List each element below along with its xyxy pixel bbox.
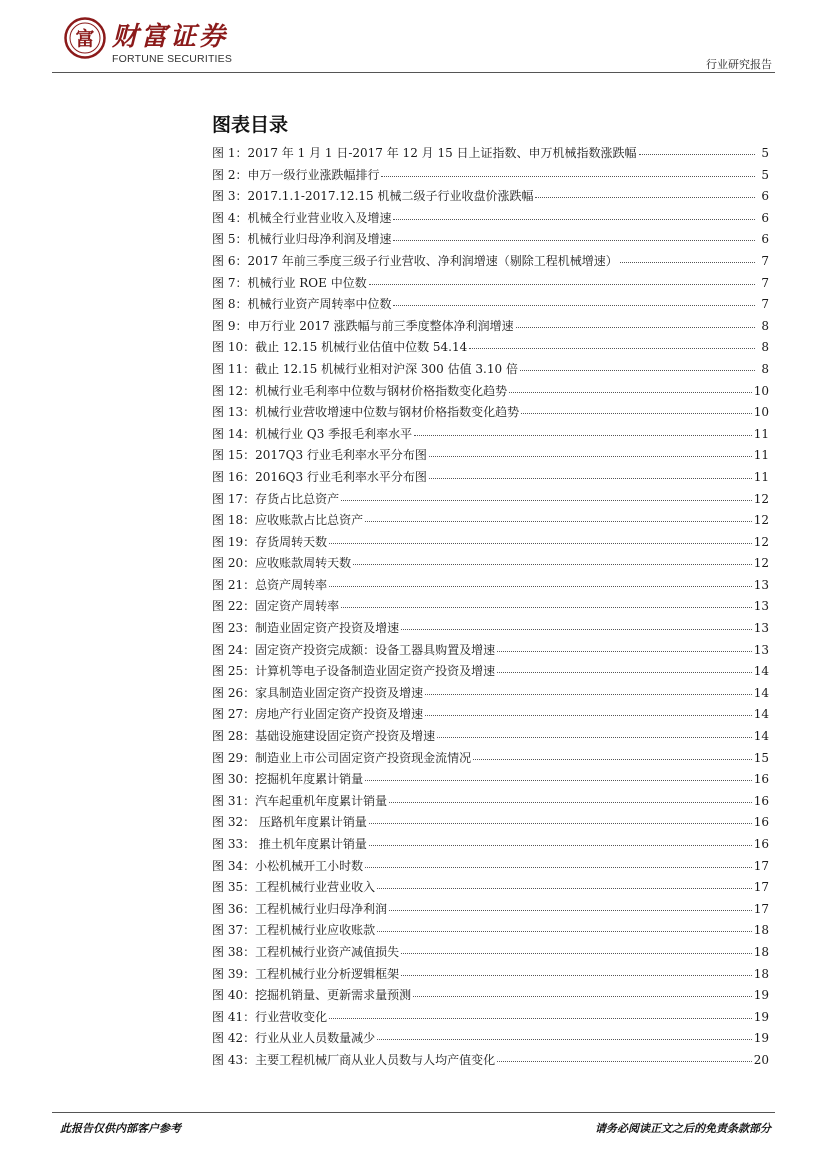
toc-entry[interactable] [212, 229, 769, 251]
toc-entry[interactable] [212, 359, 769, 381]
toc-dot-leader [401, 944, 752, 954]
toc-entry-page: 16 [753, 793, 769, 808]
toc-entry[interactable] [212, 489, 769, 511]
toc-dot-leader [393, 231, 755, 241]
toc-entry[interactable] [212, 553, 769, 575]
toc-entry-label: 图 33： 推土机年度累计销量 [212, 837, 367, 851]
toc-dot-leader [413, 987, 752, 997]
toc-dot-leader [620, 253, 755, 263]
toc-entry-label: 图 1：2017 年 1 月 1 日-2017 年 12 月 15 日上证指数、申万机械指数涨跌幅 [212, 146, 637, 160]
toc-entry[interactable] [212, 985, 769, 1007]
toc-entry[interactable] [212, 942, 769, 964]
toc-dot-leader [497, 663, 752, 673]
footer-disclaimer-left: 此报告仅供内部客户参考 [60, 1122, 181, 1135]
toc-entry-page: 6 [761, 189, 769, 204]
toc-dot-leader [425, 685, 752, 695]
toc-entry-page: 17 [753, 880, 769, 895]
toc-entry-page: 16 [753, 837, 769, 851]
table-of-figures [212, 143, 769, 1072]
toc-entry-label: 图 3：2017.1.1-2017.12.15 机械二级子行业收盘价涨跌幅 [212, 189, 534, 204]
toc-entry-page: 12 [753, 556, 769, 571]
toc-entry-page: 18 [753, 944, 769, 959]
toc-dot-leader [389, 901, 752, 911]
toc-dot-leader [369, 814, 752, 824]
toc-entry[interactable] [212, 704, 769, 726]
toc-entry-label: 图 29：制造业上市公司固定资产投资现金流情况 [212, 750, 472, 765]
toc-entry-page: 5 [761, 167, 769, 182]
header-divider [52, 72, 775, 73]
toc-entry-page: 5 [761, 146, 769, 160]
toc-entry-label: 图 41：行业营收变化 [212, 1009, 328, 1024]
toc-entry-page: 17 [753, 901, 769, 916]
toc-entry-label: 图 37：工程机械行业应收账款 [212, 923, 376, 938]
toc-entry-page: 8 [761, 340, 769, 355]
brand-name-en: FORTUNE SECURITIES [112, 53, 233, 65]
toc-dot-leader [425, 706, 752, 716]
toc-entry[interactable] [212, 683, 769, 705]
toc-entry[interactable] [212, 445, 769, 467]
toc-dot-leader [509, 383, 752, 393]
toc-entry-label: 图 2：申万一级行业涨跌幅排行 [212, 167, 380, 182]
toc-entry[interactable] [212, 640, 769, 662]
toc-entry-page: 14 [753, 729, 769, 744]
brand-name-cn: 财富证券 [112, 22, 229, 52]
toc-entry-label: 图 28：基础设施建设固定资产投资及增速 [212, 729, 436, 744]
toc-dot-leader [377, 1030, 752, 1040]
toc-entry[interactable] [212, 424, 769, 446]
toc-entry-page: 14 [753, 707, 769, 722]
toc-entry-label: 图 39：工程机械行业分析逻辑框架 [212, 966, 400, 981]
toc-entry-label: 图 19：存货周转天数 [212, 534, 328, 549]
footer-disclaimer-right: 请务必阅读正文之后的免责条款部分 [595, 1122, 771, 1135]
toc-entry[interactable] [212, 834, 769, 856]
toc-entry[interactable] [212, 791, 769, 813]
toc-dot-leader [341, 491, 752, 501]
toc-entry-page: 11 [753, 426, 769, 441]
toc-dot-leader [329, 1009, 752, 1019]
toc-entry-label: 图 15：2017Q3 行业毛利率水平分布图 [212, 448, 427, 463]
toc-entry[interactable] [212, 251, 769, 273]
page-footer [0, 1112, 827, 1152]
toc-entry-page: 13 [753, 599, 769, 614]
page-title: 图表目录 [212, 114, 289, 136]
toc-dot-leader [365, 512, 752, 522]
toc-entry-label: 图 21：总资产周转率 [212, 577, 328, 592]
toc-entry-page: 18 [753, 923, 769, 938]
toc-dot-leader [469, 339, 755, 349]
toc-entry-page: 7 [761, 275, 769, 290]
toc-dot-leader [365, 858, 752, 868]
toc-dot-leader [365, 771, 752, 781]
toc-entry-page: 12 [753, 491, 769, 506]
toc-entry[interactable] [212, 877, 769, 899]
toc-entry[interactable] [212, 294, 769, 316]
toc-entry[interactable] [212, 316, 769, 338]
toc-entry-label: 图 9：申万行业 2017 涨跌幅与前三季度整体净利润增速 [212, 318, 514, 333]
toc-entry-label: 图 10：截止 12.15 机械行业估值中位数 54.14 [212, 340, 468, 355]
toc-dot-leader [429, 447, 752, 457]
toc-dot-leader [516, 318, 755, 328]
toc-entry-page: 14 [753, 685, 769, 700]
toc-entry-page: 7 [761, 297, 769, 312]
toc-entry-label: 图 30：挖掘机年度累计销量 [212, 772, 364, 787]
footer-divider [52, 1112, 775, 1113]
toc-entry-label: 图 22：固定资产周转率 [212, 599, 340, 614]
toc-entry[interactable] [212, 1028, 769, 1050]
toc-entry-page: 13 [753, 621, 769, 636]
toc-entry-page: 8 [761, 361, 769, 376]
toc-entry[interactable] [212, 186, 769, 208]
toc-entry-page: 6 [761, 210, 769, 225]
toc-entry-page: 14 [753, 664, 769, 679]
toc-entry-label: 图 27：房地产行业固定资产投资及增速 [212, 707, 424, 722]
toc-entry[interactable] [212, 165, 769, 187]
toc-entry-page: 8 [761, 318, 769, 333]
toc-entry-page: 7 [761, 253, 769, 268]
toc-entry[interactable] [212, 532, 769, 554]
toc-entry-label: 图 36：工程机械行业归母净利润 [212, 901, 388, 916]
toc-dot-leader [639, 145, 755, 155]
toc-dot-leader [393, 296, 755, 306]
toc-entry-page: 13 [753, 642, 769, 657]
toc-dot-leader [437, 728, 752, 738]
toc-dot-leader [535, 188, 755, 198]
toc-entry-label: 图 6：2017 年前三季度三级子行业营收、净利润增速（剔除工程机械增速） [212, 253, 618, 268]
toc-dot-leader [377, 922, 752, 932]
toc-entry-label: 图 13：机械行业营收增速中位数与钢材价格指数变化趋势 [212, 405, 520, 420]
toc-dot-leader [381, 167, 755, 177]
toc-entry-label: 图 18：应收账款占比总资产 [212, 513, 364, 528]
toc-dot-leader [329, 577, 752, 587]
toc-dot-leader [414, 426, 752, 436]
toc-dot-leader [497, 642, 752, 652]
toc-entry-page: 6 [761, 232, 769, 247]
toc-entry-label: 图 40：挖掘机销量、更新需求量预测 [212, 988, 412, 1003]
toc-entry[interactable] [212, 596, 769, 618]
toc-dot-leader [341, 598, 752, 608]
toc-entry[interactable] [212, 1007, 769, 1029]
toc-dot-leader [389, 793, 752, 803]
toc-entry-page: 19 [753, 1009, 769, 1024]
toc-entry-page: 10 [753, 405, 769, 420]
toc-entry-label: 图 8：机械行业资产周转率中位数 [212, 297, 392, 312]
toc-entry-page: 12 [753, 513, 769, 528]
toc-entry-page: 13 [753, 577, 769, 592]
toc-entry-page: 16 [753, 772, 769, 787]
toc-dot-leader [473, 750, 752, 760]
toc-entry-label: 图 24：固定资产投资完成额：设备工器具购置及增速 [212, 642, 496, 657]
toc-entry-label: 图 34：小松机械开工小时数 [212, 858, 364, 873]
toc-entry-label: 图 5：机械行业归母净利润及增速 [212, 232, 392, 247]
toc-entry[interactable] [212, 661, 769, 683]
toc-dot-leader [353, 555, 752, 565]
toc-entry-page: 15 [753, 750, 769, 765]
toc-entry[interactable] [212, 769, 769, 791]
toc-dot-leader [329, 534, 752, 544]
toc-entry-label: 图 25：计算机等电子设备制造业固定资产投资及增速 [212, 664, 496, 679]
toc-entry-label: 图 20：应收账款周转天数 [212, 556, 352, 571]
toc-entry-label: 图 4：机械全行业营业收入及增速 [212, 210, 392, 225]
toc-entry[interactable] [212, 575, 769, 597]
toc-entry-label: 图 14：机械行业 Q3 季报毛利率水平 [212, 426, 413, 441]
toc-dot-leader [401, 620, 752, 630]
toc-entry-page: 19 [753, 1031, 769, 1046]
toc-entry[interactable] [212, 899, 769, 921]
toc-entry[interactable] [212, 1050, 769, 1072]
toc-entry-page: 19 [753, 988, 769, 1003]
toc-entry[interactable] [212, 920, 769, 942]
toc-entry-label: 图 38：工程机械行业资产减值损失 [212, 944, 400, 959]
toc-entry-label: 图 43：主要工程机械厂商从业人员数与人均产值变化 [212, 1052, 496, 1067]
report-type-label: 行业研究报告 [706, 58, 772, 71]
toc-entry-label: 图 16：2016Q3 行业毛利率水平分布图 [212, 469, 427, 484]
toc-entry-page: 16 [753, 815, 769, 830]
fortune-logo-icon [64, 17, 106, 59]
toc-entry[interactable] [212, 208, 769, 230]
logo-char: 富 [75, 28, 95, 50]
toc-entry-label: 图 7：机械行业 ROE 中位数 [212, 275, 367, 290]
toc-entry-label: 图 11：截止 12.15 机械行业相对沪深 300 估值 3.10 倍 [212, 361, 518, 376]
toc-entry[interactable] [212, 402, 769, 424]
toc-entry-page: 11 [753, 448, 769, 463]
toc-dot-leader [401, 966, 752, 976]
toc-entry[interactable] [212, 467, 769, 489]
toc-entry-page: 17 [753, 858, 769, 873]
toc-dot-leader [369, 275, 755, 285]
toc-entry-label: 图 23：制造业固定资产投资及增速 [212, 621, 400, 636]
toc-entry[interactable] [212, 510, 769, 532]
toc-entry-label: 图 31：汽车起重机年度累计销量 [212, 793, 388, 808]
toc-dot-leader [377, 879, 752, 889]
toc-dot-leader [521, 404, 752, 414]
toc-entry-page: 11 [753, 469, 769, 484]
toc-entry-label: 图 32： 压路机年度累计销量 [212, 815, 367, 830]
toc-entry-page: 18 [753, 966, 769, 981]
toc-entry-page: 12 [753, 534, 769, 549]
toc-entry-label: 图 26：家具制造业固定资产投资及增速 [212, 685, 424, 700]
toc-dot-leader [369, 836, 752, 846]
toc-entry[interactable] [212, 143, 769, 165]
toc-entry[interactable] [212, 812, 769, 834]
toc-entry[interactable] [212, 748, 769, 770]
page-header [0, 0, 827, 72]
toc-entry[interactable] [212, 273, 769, 295]
toc-dot-leader [497, 1052, 752, 1062]
toc-dot-leader [520, 361, 755, 371]
toc-entry[interactable] [212, 381, 769, 403]
toc-entry[interactable] [212, 726, 769, 748]
toc-entry[interactable] [212, 337, 769, 359]
toc-entry-page: 10 [753, 383, 769, 398]
toc-dot-leader [393, 210, 755, 220]
toc-entry-label: 图 35：工程机械行业营业收入 [212, 880, 376, 895]
toc-entry-label: 图 17：存货占比总资产 [212, 491, 340, 506]
toc-entry[interactable] [212, 856, 769, 878]
toc-dot-leader [429, 469, 752, 479]
toc-entry[interactable] [212, 618, 769, 640]
toc-entry-page: 20 [753, 1052, 769, 1067]
toc-entry[interactable] [212, 964, 769, 986]
toc-entry-label: 图 12：机械行业毛利率中位数与钢材价格指数变化趋势 [212, 383, 508, 398]
toc-entry-label: 图 42：行业从业人员数量减少 [212, 1031, 376, 1046]
